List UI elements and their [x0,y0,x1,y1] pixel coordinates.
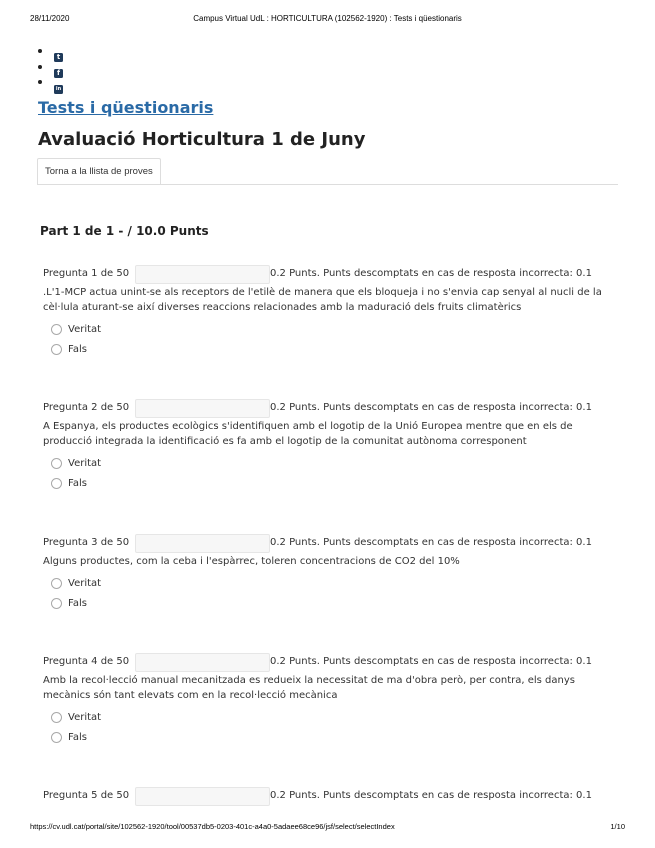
linkedin-icon[interactable]: in [55,86,62,92]
question-4 [43,653,608,747]
question-3 [43,534,608,613]
social-item-linkedin[interactable] [36,75,63,91]
print-url: https://cv.udl.cat/portal/site/102562-1920/tool/00537db5-0203-401c-a4a0-5adaee68ce96/jsf/select/selectIndex [30,822,395,831]
question-number: Pregunta 3 de 50 [43,537,130,548]
radio-button[interactable] [51,478,62,489]
question-number: Pregunta 2 de 50 [43,402,130,413]
social-item-facebook[interactable] [36,60,63,76]
question-text: Alguns productes, com la ceba i l'espàrrec, toleren concentracions de CO2 del 10% [43,556,460,567]
print-page-number: 1/10 [610,822,625,831]
radio-button[interactable] [51,598,62,609]
print-title: Campus Virtual UdL : HORTICULTURA (102562-1920) : Tests i qüestionaris [193,14,462,23]
radio-button[interactable] [51,578,62,589]
answer-status-box [135,265,270,284]
question-5 [43,787,608,805]
option-false[interactable] [51,474,608,494]
question-points: 0.2 Punts. Punts descomptats en cas de resposta incorrecta: 0.1 [270,656,592,667]
radio-button[interactable] [51,324,62,335]
answer-status-box [135,399,270,418]
breadcrumb-link[interactable]: Tests i qüestionaris [38,98,214,117]
option-label: Fals [68,343,87,355]
question-text: Amb la recol·lecció manual mecanitzada es redueix la necessitat de ma d'obra però, per contra, els danys mecànics són tant elevats com en la recol·lecció mecànica [43,675,575,701]
facebook-icon[interactable]: f [54,69,63,78]
question-2 [43,399,608,493]
radio-button[interactable] [51,458,62,469]
answer-options [51,574,608,613]
answer-options [51,454,608,493]
print-date: 28/11/2020 [30,14,70,23]
print-header [0,14,655,26]
answer-status-box [135,653,270,672]
radio-button[interactable] [51,732,62,743]
option-false[interactable] [51,340,608,360]
option-label: Veritat [68,712,102,723]
page-title: Avaluació Horticultura 1 de Juny [38,129,366,150]
social-item-twitter[interactable] [36,44,63,60]
question-points: 0.2 Punts. Punts descomptats en cas de resposta incorrecta: 0.1 [270,790,592,801]
answer-status-box [135,534,270,553]
back-to-list-tab[interactable]: Torna a la llista de proves [37,158,161,185]
option-true[interactable] [51,574,608,594]
answer-status-box [135,787,270,806]
option-true[interactable] [51,320,608,340]
option-false[interactable] [51,728,608,748]
option-true[interactable] [51,454,608,474]
option-label: Fals [68,597,87,609]
print-footer [0,822,655,834]
question-text: A Espanya, els productes ecològics s'identifiquen amb el logotip de la Unió Europea mentre que en els de producció integrada la identificació es fa amb el logotip de la comunitat autònoma corresponent [43,421,573,447]
part-heading: Part 1 de 1 - / 10.0 Punts [40,224,209,238]
question-1 [43,265,608,359]
option-label: Veritat [68,324,102,335]
answer-options [51,320,608,359]
question-text: .L'1-MCP actua unint-se als receptors de l'etilè de manera que els bloqueja i no s'envia cap senyal al nucli de la cèl·lula aturant-se així diverses reaccions relacionades amb la maduració dels fruits climatèrics [43,287,602,313]
radio-button[interactable] [51,344,62,355]
option-label: Fals [68,477,87,489]
question-number: Pregunta 1 de 50 [43,268,130,279]
question-number: Pregunta 4 de 50 [43,656,130,667]
tab-divider [37,184,618,185]
question-points: 0.2 Punts. Punts descomptats en cas de resposta incorrecta: 0.1 [270,402,592,413]
social-links [36,44,63,91]
option-label: Veritat [68,578,102,589]
question-points: 0.2 Punts. Punts descomptats en cas de resposta incorrecta: 0.1 [270,268,592,279]
option-true[interactable] [51,708,608,728]
question-number: Pregunta 5 de 50 [43,790,130,801]
twitter-icon[interactable]: t [54,53,63,62]
answer-options [51,708,608,747]
question-points: 0.2 Punts. Punts descomptats en cas de resposta incorrecta: 0.1 [270,537,592,548]
option-label: Veritat [68,458,102,469]
radio-button[interactable] [51,712,62,723]
option-false[interactable] [51,594,608,614]
option-label: Fals [68,731,87,743]
